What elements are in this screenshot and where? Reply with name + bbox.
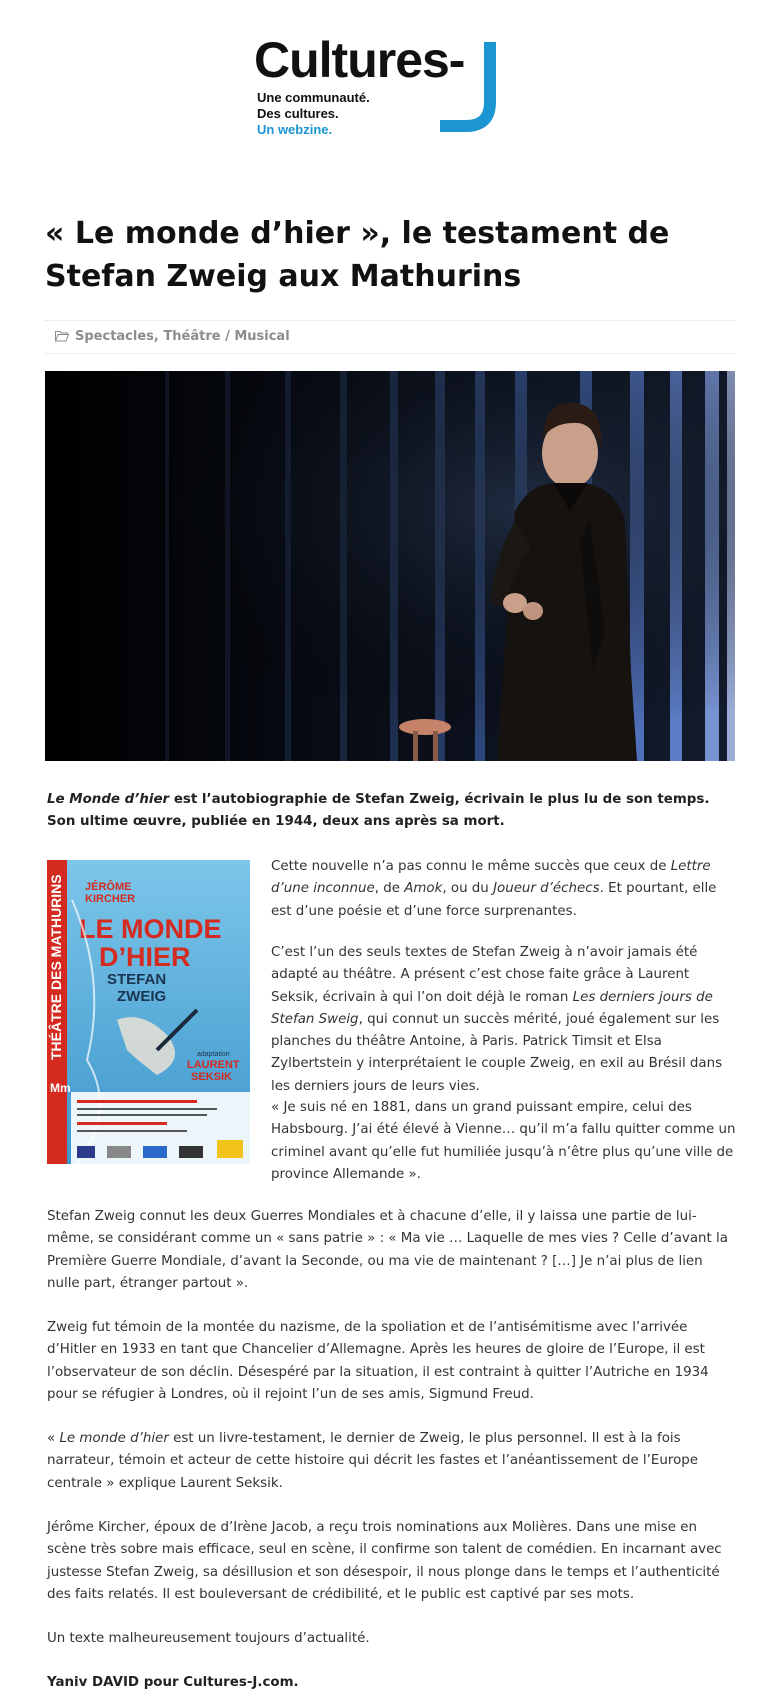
logo-tagline-cultures: Des cultures. <box>257 106 339 121</box>
category-link-spectacles[interactable]: Spectacles <box>75 329 154 344</box>
play-poster-image <box>47 860 250 1164</box>
poster-actor-first: JÉRÔME <box>85 881 132 893</box>
poster-logo-mark: Mm <box>50 1081 71 1095</box>
article-paragraph-7: Jérôme Kircher, époux de d’Irène Jacob, a reçu trois nominations aux Molières. Dans une mise en scène très sobre mais efficace, seul en scène, il confirme son talent de comédien. En incarnant avec justesse Stefan Zweig, sa désillusion et son désespoir, il nous plonge dans le temps et l’authenticité des faits relatés. Il est bouleversant de crédibilité, et le public est captivé par ses mots. <box>47 1520 722 1602</box>
lead-text: est l’autobiographie de Stefan Zweig, écrivain le plus lu de son temps. Son ultime œuvre, publiée en 1944, deux ans après sa mort. <box>47 792 710 830</box>
paragraph-text: , ou du <box>442 881 494 897</box>
paragraph-text: « <box>47 1431 60 1446</box>
article-lead <box>47 789 737 834</box>
article-paragraph-1 <box>271 856 739 923</box>
logo-j-mark <box>426 40 506 132</box>
article-meta <box>45 320 735 354</box>
logo-tagline-webzine: Un webzine. <box>257 122 333 137</box>
article-paragraph-8: Un texte malheureusement toujours d’actualité. <box>47 1631 370 1646</box>
article-paragraph-3: « Je suis né en 1881, dans un grand puissant empire, celui des Habsbourg. J’ai été élevé à Vienne… qu’il m’a fallu quitter comme un criminel avant qu’elle fut humiliée jusqu’à n’être plus qu’une ville de province Allemande ». <box>271 1100 736 1182</box>
poster-subtitle-line2: ZWEIG <box>117 988 167 1005</box>
paragraph-text: , de <box>374 881 405 897</box>
poster-title-line1: LE MONDE <box>79 914 222 944</box>
poster-title-line2: D’HIER <box>99 942 191 972</box>
category-separator: , <box>153 329 159 344</box>
site-logo[interactable] <box>254 34 520 138</box>
category-link-theatre-musical[interactable]: Théâtre / Musical <box>163 329 290 344</box>
book-title-joueur: Joueur d’échecs <box>493 881 600 897</box>
article-title: « Le monde d’hier », le testament de Stefan Zweig aux Mathurins <box>45 216 670 294</box>
paragraph-text: , qui connut un succès mérité, joué également sur les planches du théâtre Antoine, à Paris. Patrick Timsit et Elsa Zylbertstein y interprétaient le couple Zweig, en exil au Brésil dans les derniers jours de leurs vies. <box>271 1011 723 1094</box>
logo-tagline-community: Une communauté. <box>257 90 370 105</box>
poster-subtitle-line1: STEFAN <box>107 971 167 988</box>
paragraph-text: . Et pourtant, elle est d’une poésie et d’une force surprenantes. <box>271 881 717 919</box>
book-title-derniers-jours: Les derniers jours de Stefan Sweig <box>271 989 713 1027</box>
stage-photo <box>45 371 735 761</box>
hero-image <box>45 371 735 761</box>
paragraph-text: est un livre-testament, le dernier de Zweig, le plus personnel. Il est à la fois narrateur, témoin et acteur de cette histoire qui décrit les fastes et l’anéantissement de l’Europe centrale » explique Laurent Seksik. <box>47 1431 699 1491</box>
poster-theatre-name: THÉÂTRE DES MATHURINS <box>48 874 64 1060</box>
book-title-amok: Amok <box>404 881 443 897</box>
paragraph-text: C’est l’un des seuls textes de Stefan Zweig à n’avoir jamais été adapté au théâtre. A présent c’est chose faite grâce à Laurent Seksik, écrivain à qui l’on doit déjà le roman <box>271 945 698 1005</box>
book-title-monde: Le monde d’hier <box>59 1431 169 1446</box>
article-paragraph-2 <box>271 942 739 1098</box>
logo-wordmark: Cultures- <box>254 32 465 88</box>
article-signature: Yaniv DAVID pour Cultures-J.com. <box>47 1675 299 1690</box>
poster-actor-last: KIRCHER <box>85 893 136 905</box>
poster-adapt-first: LAURENT <box>187 1059 240 1071</box>
paragraph-text: Cette nouvelle n’a pas connu le même succès que ceux de <box>271 859 671 874</box>
poster-adapt-label: adaptation <box>197 1051 230 1058</box>
poster-art <box>47 860 250 1164</box>
article-paragraph-5: Zweig fut témoin de la montée du nazisme, de la spoliation et de l’antisémitisme avec l’arrivée d’Hitler en 1933 en tant que Chancelier d’Allemagne. Après les heures de gloire de l’Europe, il est l’observateur de son déclin. Désespéré par la situation, il est contraint à quitter l’Autriche en 1934 pour se réfugier à Londres, où il rejoint l’un de ses amis, Sigmund Freud. <box>47 1320 709 1402</box>
book-title-lettre: Lettre d’une inconnue <box>271 859 711 897</box>
lead-book-title: Le Monde d’hier <box>47 792 170 807</box>
article-paragraph-6 <box>47 1428 737 1495</box>
article-paragraph-4: Stefan Zweig connut les deux Guerres Mondiales et à chacune d’elle, il y laissa une partie de lui-même, se considérant comme un « sans patrie » : « Ma vie … Laquelle de mes vies ? Celle d’avant la Première Guerre Mondiale, d’avant la Seconde, ou ma vie de maintenant ? […] Je n’ai plus de lien nulle part, étranger partout ». <box>47 1209 728 1291</box>
poster-adapt-last: SEKSIK <box>191 1071 232 1083</box>
folder-icon <box>55 330 69 342</box>
